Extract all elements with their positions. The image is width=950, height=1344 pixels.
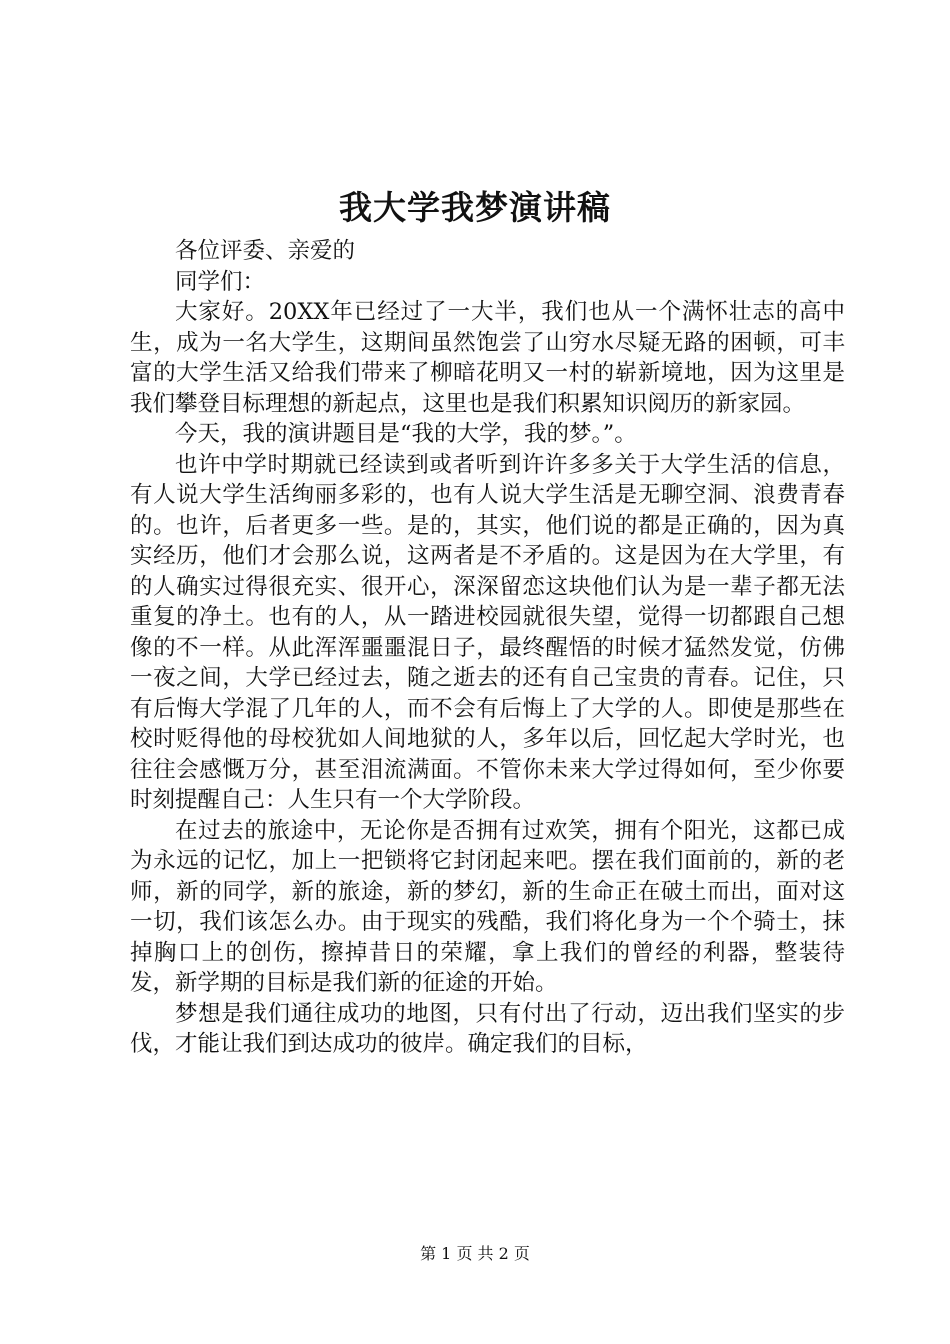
paragraph-salutation-1: 各位评委、亲爱的	[175, 238, 356, 264]
document-body	[130, 236, 845, 1060]
page-number-footer: 第 1 页 共 2 页	[420, 1244, 530, 1263]
paragraph: 也许中学时期就已经读到或者听到许许多多关于大学生活的信息，有人说大学生活绚丽多彩的，也有人说大学生活是无聊空洞、浪费青春的。也许，后者更多一些。是的，其实，他们说的都是正确的，因为真实经历，他们才会那么说，这两者是不矛盾的。这是因为在大学里，有的人确实过得很充实、很开心，深深留恋这块他们认为是一辈子都无法重复的净土。也有的人，从一踏进校园就很失望，觉得一切都跟自己想像的不一样。从此浑浑噩噩混日子，最终醒悟的时候才猛然发觉，仿佛一夜之间，大学已经过去，随之逝去的还有自己宝贵的青春。记住，只有后悔大学混了几年的人，而不会有后悔上了大学的人。即使是那些在校时贬得他的母校犹如人间地狱的人，多年以后，回忆起大学时光，也往往会感慨万分，甚至泪流满面。不管你未来大学过得如何，至少你要时刻提醒自己：人生只有一个大学阶段。	[130, 451, 845, 813]
paragraph-salutation-2: 同学们：	[175, 268, 266, 295]
paragraph: 大家好。20XX年已经过了一大半，我们也从一个满怀壮志的高中生，成为一名大学生，这期间虽然饱尝了山穷水尽疑无路的困顿，可丰富的大学生活又给我们带来了柳暗花明又一村的崭新境地，因为这里是我们攀登目标理想的新起点，这里也是我们积累知识阅历的新家园。	[130, 299, 845, 417]
paragraph: 今天，我的演讲题目是“我的大学，我的梦。”。	[175, 421, 637, 447]
paragraph: 在过去的旅途中，无论你是否拥有过欢笑，拥有个阳光，这都已成为永远的记忆，加上一把锁将它封闭起来吧。摆在我们面前的，新的老师，新的同学，新的旅途，新的梦幻，新的生命正在破土而出，面对这一切，我们该怎么办。由于现实的残酷，我们将化身为一个个骑士，抹掉胸口上的创伤，擦掉昔日的荣耀，拿上我们的曾经的利器，整装待发，新学期的目标是我们新的征途的开始。	[130, 817, 845, 996]
paragraph: 梦想是我们通往成功的地图，只有付出了行动，迈出我们坚实的步伐，才能让我们到达成功的彼岸。确定我们的目标，	[130, 1000, 845, 1057]
document-title: 我大学我梦演讲稿	[339, 188, 611, 227]
